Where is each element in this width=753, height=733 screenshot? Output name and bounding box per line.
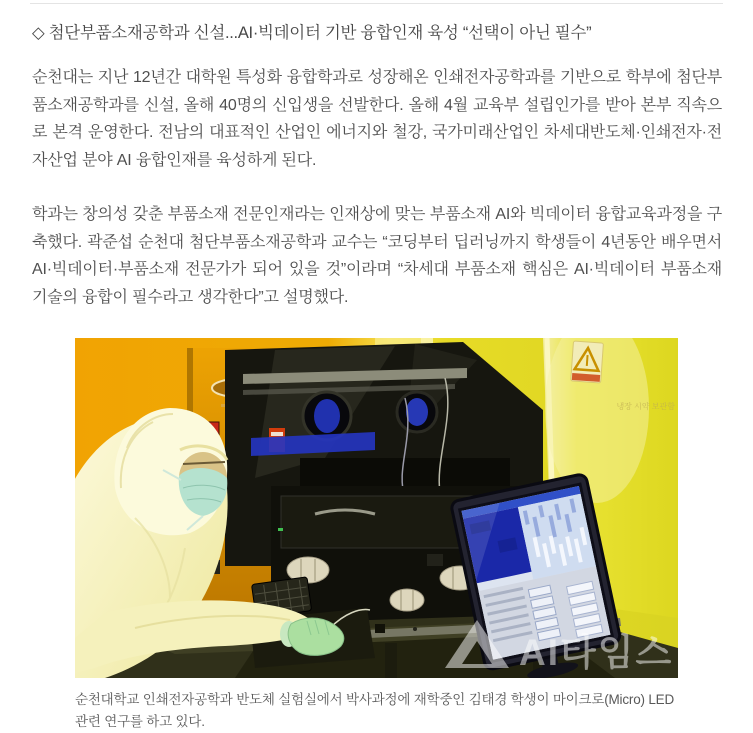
article-photo-figure <box>75 338 678 733</box>
warning-sticker-icon <box>571 341 604 383</box>
cleanroom-photo <box>75 338 678 678</box>
article-paragraph-2: 학과는 창의성 갖춘 부품소재 전문인재라는 인재상에 맞는 부품소재 AI와 빅데이터 융합교육과정을 구축했다. 곽준섭 순천대 첨단부품소재공학과 교수는 “코딩부터 딥러닝까지 학생들이 4년동안 배우면서 AI·빅데이터·부품소재 전문가가 되어 있을 것”이라며 “차세대 부품소재 핵심은 AI·빅데이터 부품소재 기술의 융합이 필수라고 생각한다”고 설명했다. <box>32 206 722 306</box>
door-label: 냉장 시약 보관함 <box>616 402 675 411</box>
article-subheading: ◇ 첨단부품소재공학과 신설...AI·빅데이터 기반 융합인재 육성 “선택이 아닌 필수” <box>32 24 592 42</box>
watermark-text: AI타임스 <box>519 632 674 673</box>
top-rule <box>30 3 723 4</box>
article-body <box>0 22 753 733</box>
photo-caption: 순천대학교 인쇄전자공학과 반도체 실험실에서 박사과정에 재학중인 김태경 학생이 마이크로(Micro) LED 관련 연구를 하고 있다. <box>75 692 675 729</box>
article-paragraph-1: 순천대는 지난 12년간 대학원 특성화 융합학과로 성장해온 인쇄전자공학과를 기반으로 학부에 첨단부품소재공학과를 신설, 올해 40명의 신입생을 선발한다. 올해 4월 교육부 설립인가를 받아 본부 직속으로 본격 운영한다. 전남의 대표적인 산업인 에너지와 철강, 국가미래산업인 차세대반도체·인쇄전자·전자산업 분야 AI 융합인재를 육성하게 된다. <box>32 69 722 169</box>
